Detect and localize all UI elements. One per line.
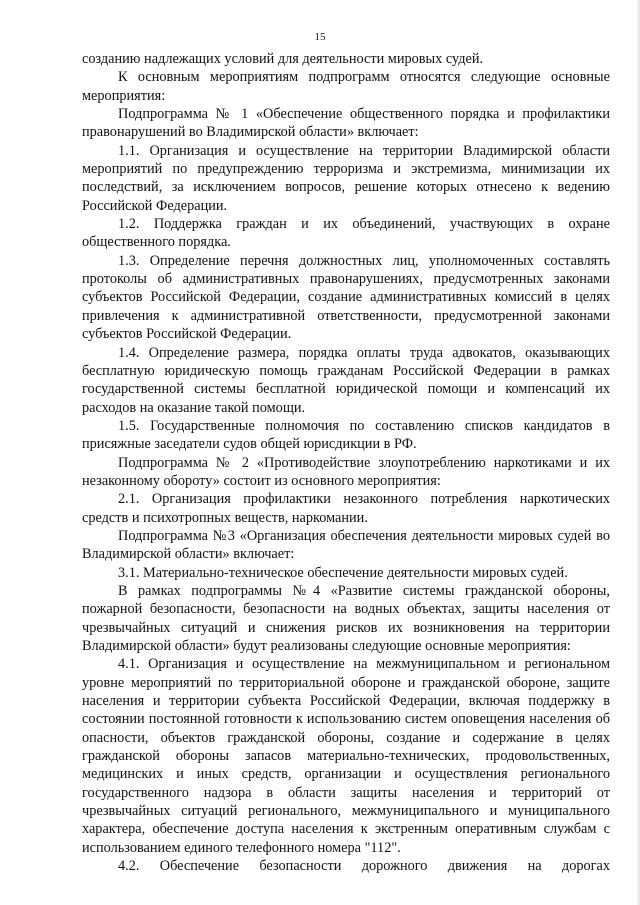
page-number: 15: [314, 31, 326, 43]
paragraph-continuation: созданию надлежащих условий для деятельности мировых судей.: [82, 51, 484, 67]
paragraph-intro: К основным мероприятиям подпрограмм относятся следующие основные мероприятия:: [82, 69, 610, 104]
paragraph-item-3-1: 3.1. Материально-техническое обеспечение деятельности мировых судей.: [118, 564, 568, 581]
paragraph-item-1-3: 1.3. Определение перечня должностных лиц, уполномоченных составлять протоколы об административных правонарушениях, предусмотренных законами субъектов Российской Федерации, создание административных комиссий в целях привлечения к административной ответственности, предусмотренной законами субъектов Российской Федерации.: [82, 252, 610, 343]
paragraph-subprogram-1: Подпрограмма № 1 «Обеспечение общественного порядка и профилактики правонарушений во Владимирской области» включает:: [82, 106, 610, 141]
paragraph-subprogram-2: Подпрограмма № 2 «Противодействие злоупотреблению наркотиками и их незаконному обороту» состоит из основного мероприятия:: [82, 454, 610, 489]
paragraph-item-1-1: 1.1. Организация и осуществление на территории Владимирской области мероприятий по предупреждению терроризма и экстремизма, минимизации их последствий, за исключением вопросов, решение которых отнесено к ведению Российской Федерации.: [82, 142, 610, 214]
paragraph-item-4-1: 4.1. Организация и осуществление на межмуниципальном и региональном уровне мероприятий по территориальной обороне и гражданской обороне, защите населения и территории субъекта Российской Федерации, включая поддержку в состоянии постоянной готовности к использованию систем оповещения населения об опасности, объектов гражданской обороны, создание и содержание в целях гражданской обороны запасов материально-технических, продовольственных, медицинских и иных средств, организации и осуществления регионального государственного надзора в области защиты населения и территорий от чрезвычайных ситуаций регионального, межмуниципального и муниципального характера, обеспечение доступа населения к экстренным оперативным службам с использованием единого телефонного номера "112".: [82, 656, 610, 856]
paragraph-subprogram-3: Подпрограмма №3 «Организация обеспечения деятельности мировых судей во Владимирской области» включает:: [82, 527, 610, 563]
paragraph-subprogram-4: В рамках подпрограммы №4 «Развитие системы гражданской обороны, пожарной безопасности, безопасности на водных объектах, защиты населения от чрезвычайных ситуаций и снижения рисков их возникновения на территории Владимирской области» будут реализованы следующие основные мероприятия:: [82, 582, 610, 654]
paragraph-item-1-4: 1.4. Определение размера, порядка оплаты труда адвокатов, оказывающих бесплатную юридическую помощь гражданам Российской Федерации в рамках государственной системы бесплатной юридической помощи и компенсаций их расходов на оказание такой помощи.: [82, 344, 610, 416]
paragraph-item-1-5: 1.5. Государственные полномочия по составлению списков кандидатов в присяжные заседатели судов общей юрисдикции в РФ.: [82, 417, 610, 453]
paragraph-item-2-1: 2.1. Организация профилактики незаконного потребления наркотических средств и психотропных веществ, наркомании.: [82, 491, 610, 526]
document-body: [82, 50, 610, 875]
paragraph-item-4-2: 4.2. Обеспечение безопасности дорожного движения на дорогах: [118, 858, 610, 875]
paragraph-item-1-2: 1.2. Поддержка граждан и их объединений, участвующих в охране общественного порядка.: [82, 216, 610, 251]
